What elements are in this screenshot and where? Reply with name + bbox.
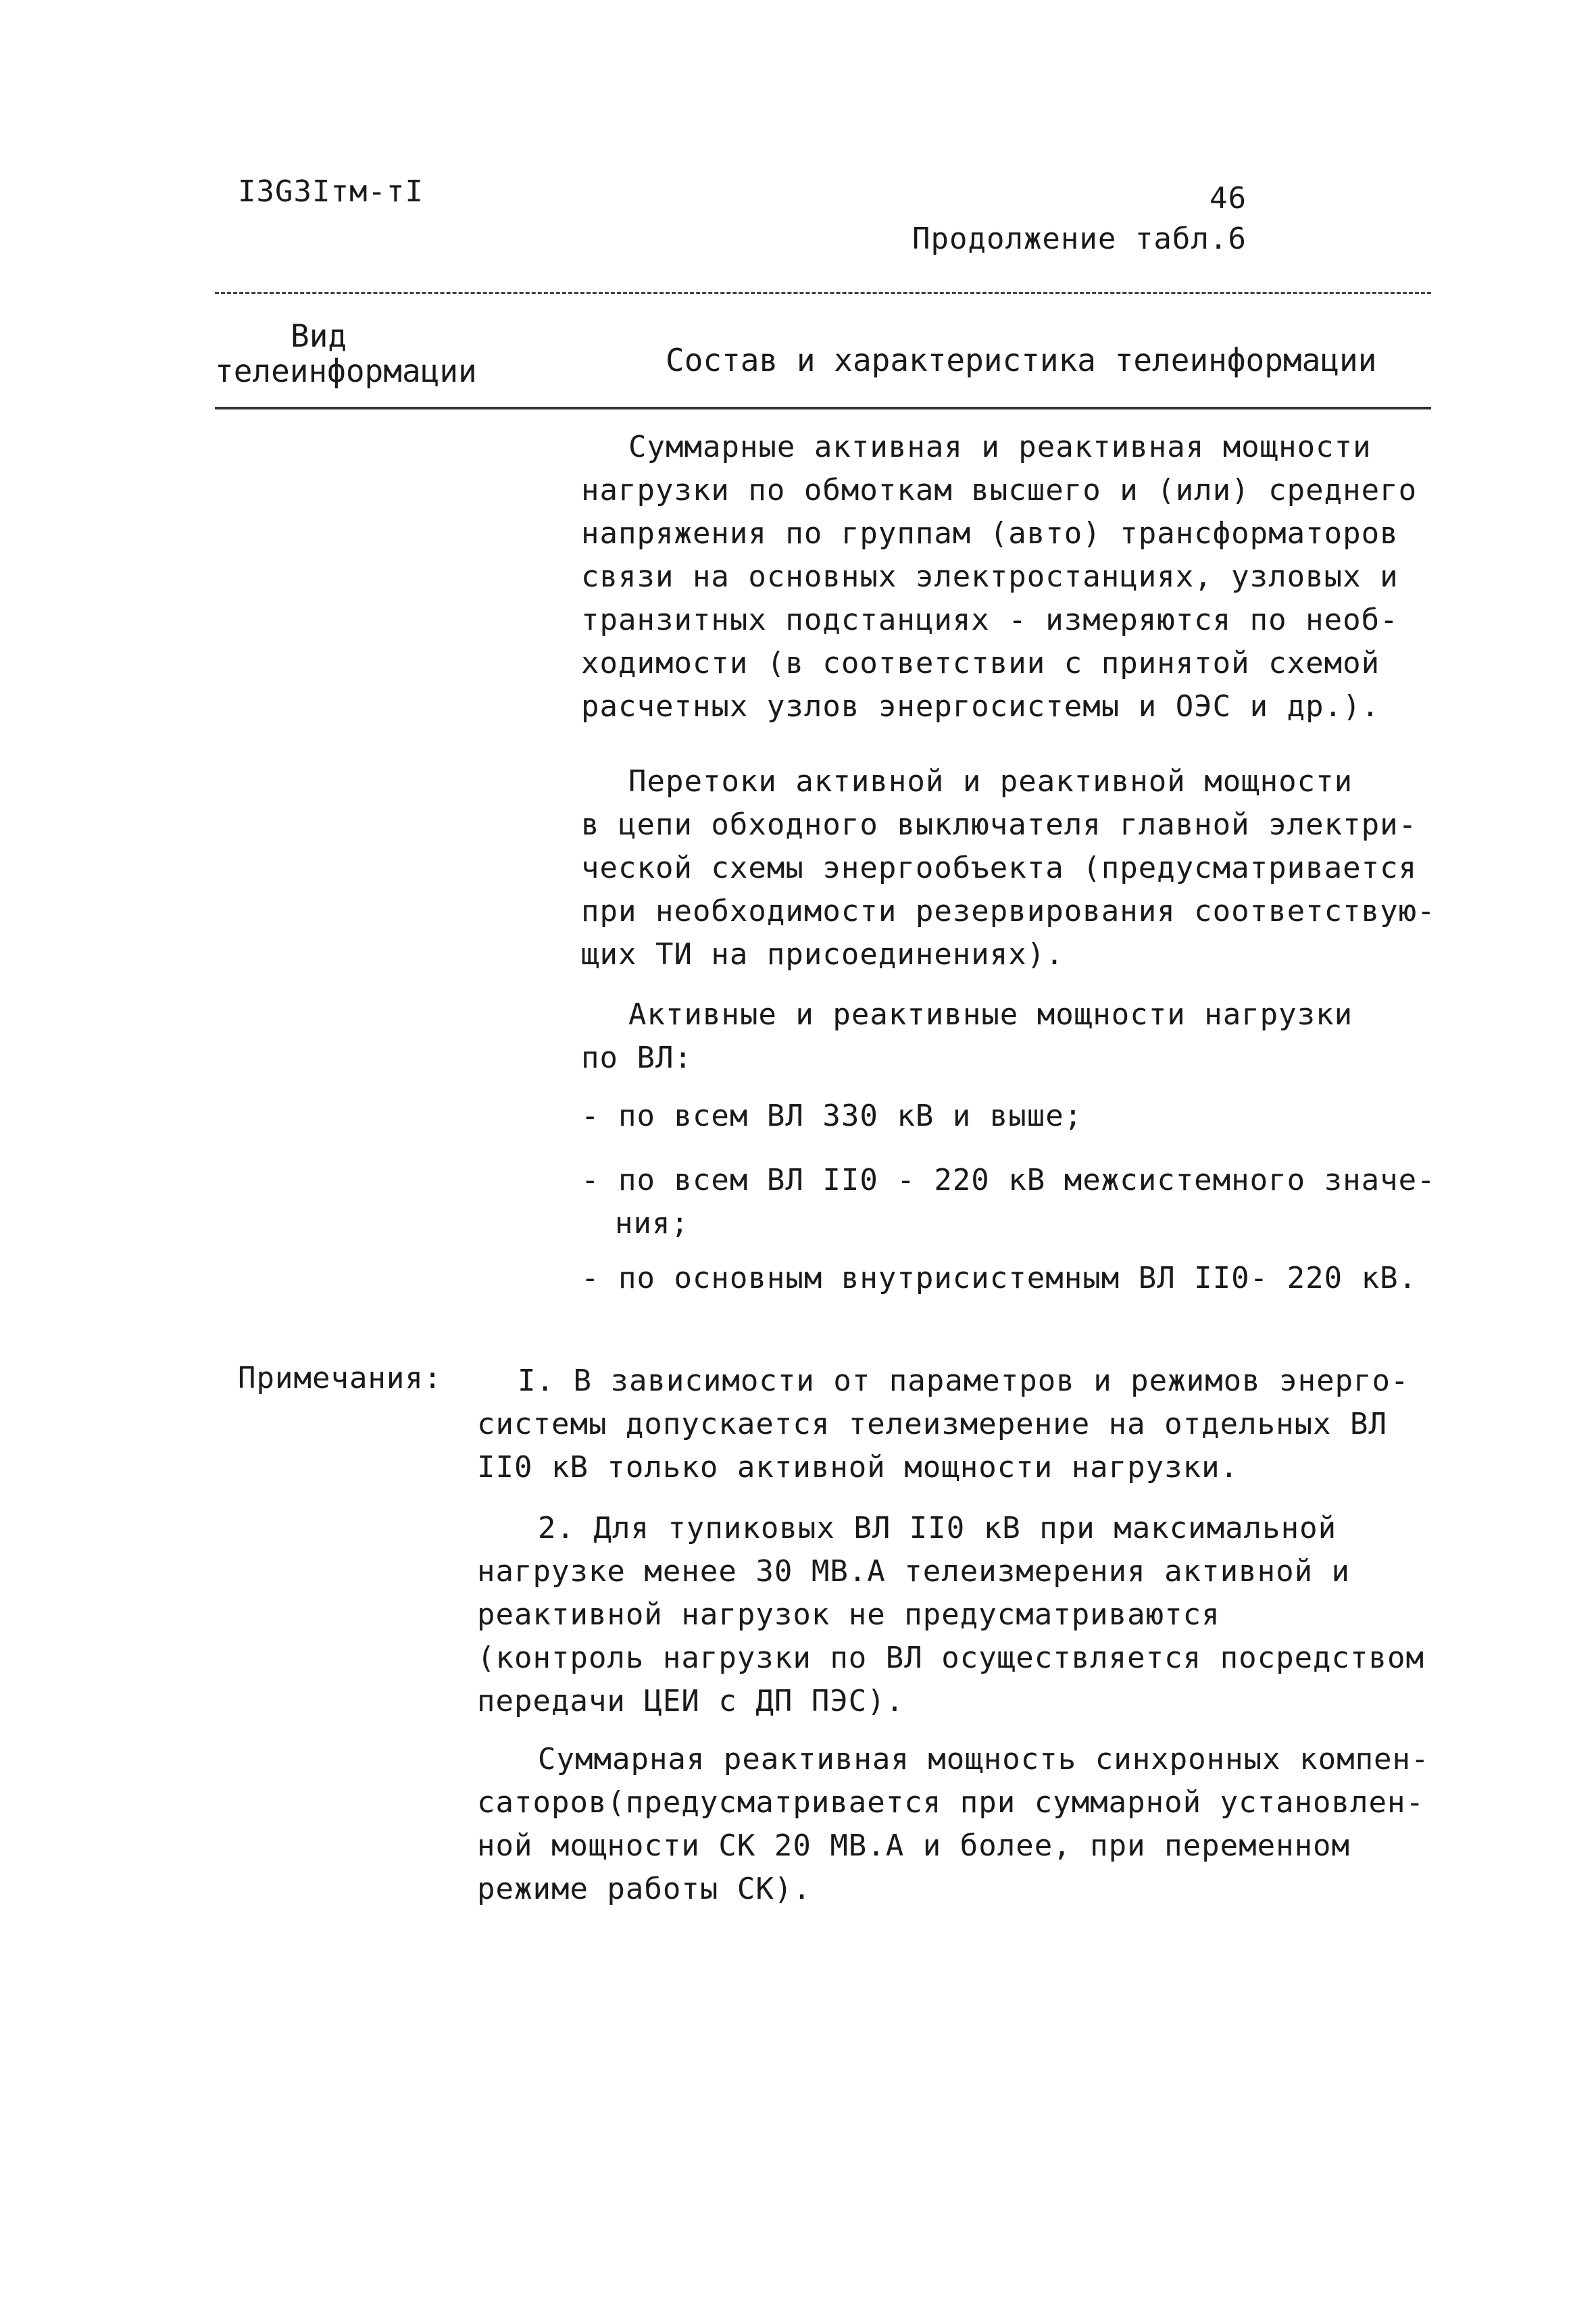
text-line: I. В зависимости от параметров и режимов энерго- — [518, 1364, 1410, 1398]
paragraph-power-flows — [581, 760, 1436, 976]
continuation-label: Продолжение табл.6 — [912, 222, 1247, 256]
paragraph-line-loads — [581, 993, 1426, 1080]
text-line: по ВЛ: — [581, 1041, 693, 1075]
paragraph-total-power — [581, 426, 1426, 728]
text-line: транзитных подстанциях - измеряются по необ- — [581, 603, 1399, 637]
text-line: ния; — [615, 1206, 689, 1241]
list-item-internal — [581, 1257, 1426, 1300]
list-item-330kv — [581, 1095, 1426, 1138]
note-3 — [477, 1738, 1430, 1911]
text-line: Суммарная реактивная мощность синхронных компен- — [538, 1742, 1430, 1776]
column1-header-line1: Вид — [291, 318, 347, 354]
text-line: - по всем ВЛ II0 - 220 кВ межсистемного значе- — [581, 1163, 1436, 1197]
text-line: 2. Для тупиковых ВЛ II0 кВ при максимальной — [538, 1511, 1337, 1545]
column1-header-line2: телеинформации — [215, 353, 477, 389]
text-line: Суммарные активная и реактивная мощности — [628, 430, 1372, 464]
text-line: связи на основных электростанциях, узловых и — [581, 559, 1399, 594]
text-line: (контроль нагрузки по ВЛ осуществляется посредством — [477, 1641, 1425, 1675]
text-line: реактивной нагрузок не предусматриваются — [477, 1597, 1220, 1632]
text-line: нагрузки по обмоткам высшего и (или) среднего — [581, 473, 1418, 507]
text-line: Активные и реактивные мощности нагрузки — [628, 997, 1353, 1032]
text-line: Перетоки активной и реактивной мощности — [628, 764, 1353, 799]
text-line: ческой схемы энергообъекта (предусматривается — [581, 851, 1418, 885]
text-line: режиме работы СК). — [477, 1872, 812, 1906]
text-line: передачи ЦЕИ с ДП ПЭС). — [477, 1684, 905, 1718]
text-line: ходимости (в соответствии с принятой схемой — [581, 646, 1380, 680]
note-1 — [477, 1360, 1423, 1489]
list-item-intersystem — [581, 1159, 1436, 1245]
text-line: при необходимости резервирования соответствую- — [581, 894, 1436, 928]
document-code: I3G3Iтм-тI — [238, 174, 424, 209]
text-line: саторов(предусматривается при суммарной установлен- — [477, 1785, 1425, 1820]
text-line: ной мощности СК 20 МВ.А и более, при переменном — [477, 1828, 1351, 1863]
text-line: нагрузке менее 30 МВ.А телеизмерения активной и — [477, 1554, 1351, 1589]
text-line: щих ТИ на присоединениях). — [581, 937, 1064, 972]
header-top-rule — [215, 292, 1431, 294]
header-bottom-rule — [215, 407, 1431, 409]
text-line: напряжения по группам (авто) трансформаторов — [581, 516, 1399, 551]
text-line: системы допускается телеизмерение на отдельных ВЛ — [477, 1407, 1388, 1441]
notes-label: Примечания: — [238, 1361, 443, 1395]
text-line: в цепи обходного выключателя главной электри- — [581, 807, 1418, 842]
text-line: расчетных узлов энергосистемы и ОЭС и др.). — [581, 689, 1380, 724]
text-line: - по основным внутрисистемным ВЛ II0- 220 кВ. — [581, 1261, 1418, 1295]
page-number: 46 — [1210, 181, 1247, 216]
text-line: II0 кВ только активной мощности нагрузки. — [477, 1450, 1239, 1485]
note-2 — [477, 1507, 1423, 1723]
text-line: - по всем ВЛ 330 кВ и выше; — [581, 1099, 1083, 1133]
column2-header: Состав и характеристика телеинформации — [666, 342, 1377, 378]
